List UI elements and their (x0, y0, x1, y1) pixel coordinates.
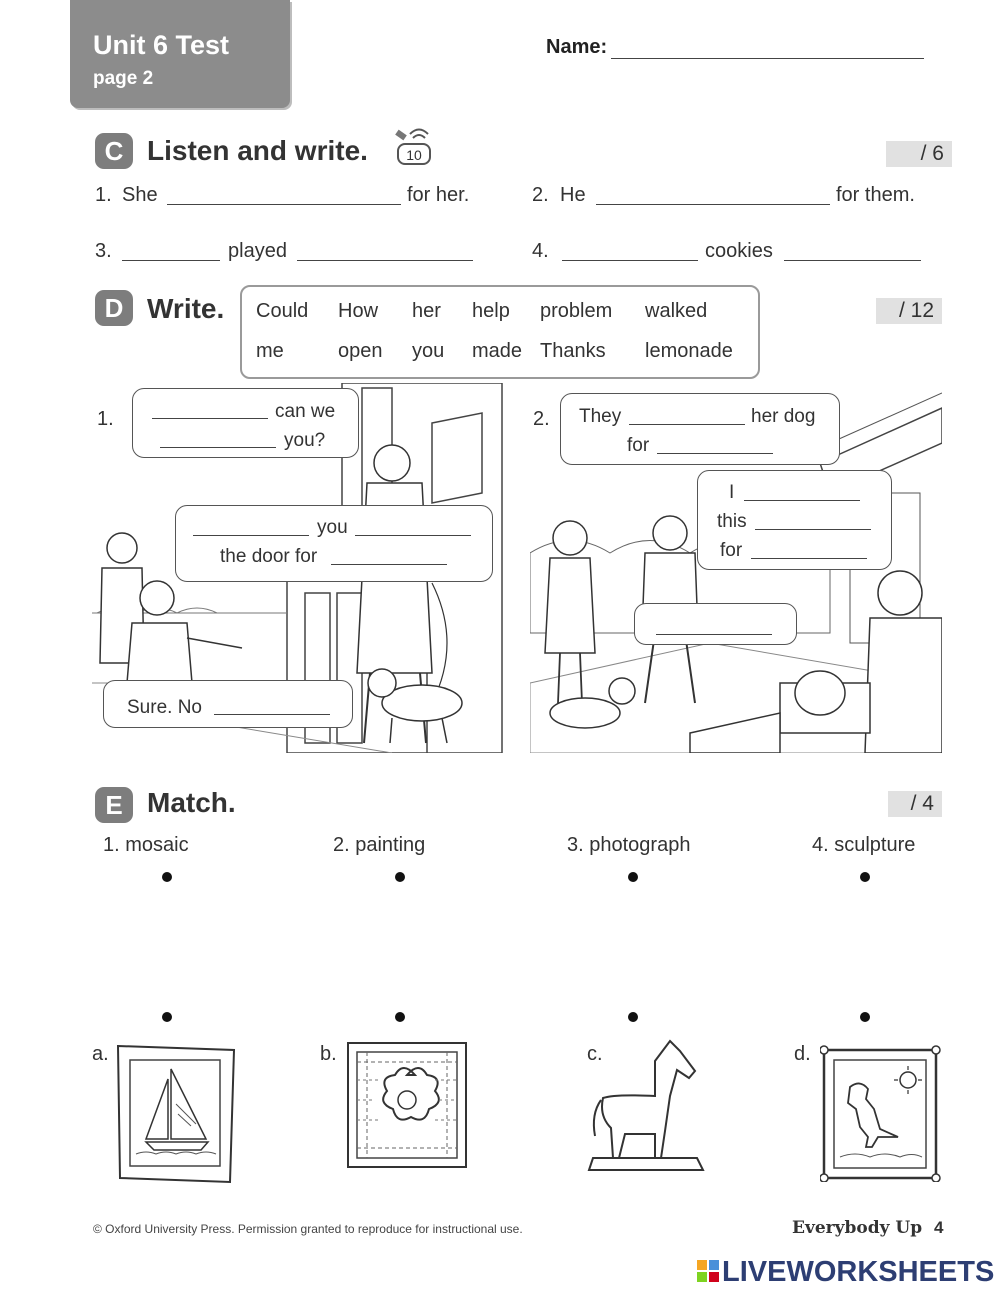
picture-label-b: b. (320, 1043, 337, 1065)
word-bank-word: her (412, 300, 441, 322)
scene2-b1-text-3: for (627, 435, 650, 456)
section-e-badge: E (95, 787, 133, 823)
match-dot-bottom[interactable] (628, 1012, 638, 1022)
horse-sculpture-picture (585, 1036, 710, 1176)
c-item3-blank-1[interactable] (122, 260, 220, 261)
c-item1-text-b: for her. (407, 184, 470, 206)
sailboat-photo-picture (116, 1044, 236, 1184)
section-c-badge: C (95, 133, 133, 169)
scene1-b2-blank-2[interactable] (355, 535, 471, 536)
word-bank-word: help (472, 300, 510, 322)
audio-track-icon[interactable] (393, 128, 437, 168)
mosaic-picture (345, 1040, 475, 1174)
scene2-b1-blank-2[interactable] (657, 453, 773, 454)
scene1-b2-text-2: the door for (220, 546, 318, 567)
match-dot-top[interactable] (395, 872, 405, 882)
scene2-bubble-3 (634, 603, 797, 645)
scene2-b2-blank-2[interactable] (755, 529, 871, 530)
c-item3-number: 3. (95, 240, 112, 262)
c-item1-blank[interactable] (167, 204, 401, 205)
scene2-b2-text-2: this (717, 511, 747, 532)
c-item2-text-b: for them. (836, 184, 915, 206)
liveworksheets-watermark: LIVEWORKSHEETS (722, 1256, 995, 1288)
scene2-b2-blank-1[interactable] (744, 500, 860, 501)
word-bank-word: How (338, 300, 379, 322)
c-item2-number: 2. (532, 184, 549, 206)
section-c-score: / 6 (886, 141, 952, 167)
word-bank-word: made (472, 340, 523, 362)
scene1-b1-blank-1[interactable] (152, 418, 268, 419)
match-dot-top[interactable] (162, 872, 172, 882)
scene2-b2-text-1: I (729, 482, 735, 503)
section-d-title: Write. (147, 293, 225, 324)
scene1-b3-text: Sure. No (127, 697, 202, 718)
picture-label-a: a. (92, 1043, 109, 1065)
scene2-b1-blank-1[interactable] (629, 424, 745, 425)
track-number: 10 (406, 147, 422, 163)
scene1-b1-blank-2[interactable] (160, 447, 276, 448)
scene1-b2-text-1: you (317, 517, 348, 538)
match-dot-top[interactable] (860, 872, 870, 882)
c-item3-text: played (228, 240, 287, 262)
section-e-title: Match. (147, 787, 236, 818)
c-item1-number: 1. (95, 184, 112, 206)
scene2-b3-blank[interactable] (656, 634, 772, 635)
brand-footer (792, 1218, 944, 1238)
section-d-score: / 12 (876, 298, 942, 324)
word-bank-word: problem (540, 300, 613, 322)
match-word-photograph: 3. photograph (567, 834, 691, 856)
scene2-bubble-1 (560, 393, 840, 465)
name-input-line[interactable] (611, 58, 924, 59)
c-item1-text-a: She (122, 184, 158, 206)
match-word-sculpture: 4. sculpture (812, 834, 916, 856)
c-item3-blank-2[interactable] (297, 260, 473, 261)
scene1-b1-text-2: you? (284, 430, 326, 451)
scene1-number: 1. (97, 408, 114, 430)
section-e-score: / 4 (888, 791, 942, 817)
match-dot-bottom[interactable] (162, 1012, 172, 1022)
brand-name: Everybody Up (792, 1218, 923, 1238)
match-word-painting: 2. painting (333, 834, 426, 856)
word-bank-word: open (338, 340, 383, 362)
c-item4-blank-2[interactable] (784, 260, 921, 261)
c-item4-text: cookies (705, 240, 773, 262)
match-dot-bottom[interactable] (860, 1012, 870, 1022)
scene2-b1-text-1: They (579, 406, 622, 427)
section-c-title: Listen and write. (147, 135, 368, 166)
word-bank-word: walked (645, 300, 708, 322)
word-bank-word: lemonade (645, 340, 733, 362)
scene2-number: 2. (533, 408, 550, 430)
page-number: 4 (934, 1218, 944, 1237)
c-item2-blank[interactable] (596, 204, 830, 205)
unit-title: Unit 6 Test (93, 30, 230, 60)
word-bank-word: you (412, 340, 445, 362)
picture-label-d: d. (794, 1043, 811, 1065)
scene1-b3-blank[interactable] (214, 714, 330, 715)
c-item4-number: 4. (532, 240, 549, 262)
unit-page: page 2 (93, 68, 154, 89)
word-bank-word: Could (256, 300, 309, 322)
word-bank-word: Thanks (540, 340, 606, 362)
section-d-badge: D (95, 290, 133, 326)
picture-label-c: c. (587, 1043, 603, 1065)
word-bank-word: me (256, 340, 284, 362)
liveworksheets-logo-icon (697, 1260, 719, 1282)
scene1-b2-blank-3[interactable] (331, 564, 447, 565)
scene2-b2-text-3: for (720, 540, 743, 561)
c-item4-blank-1[interactable] (562, 260, 698, 261)
c-item2-text-a: He (560, 184, 586, 206)
scene1-b2-blank-1[interactable] (193, 535, 309, 536)
name-label: Name: (546, 36, 608, 58)
match-dot-top[interactable] (628, 872, 638, 882)
match-dot-bottom[interactable] (395, 1012, 405, 1022)
scene2-b2-blank-3[interactable] (751, 558, 867, 559)
copyright-text: © Oxford University Press. Permission granted to reproduce for instructional use. (93, 1222, 523, 1236)
match-word-mosaic: 1. mosaic (103, 834, 189, 856)
scene1-b1-text-1: can we (275, 401, 336, 422)
scene2-b1-text-2: her dog (751, 406, 816, 427)
dinosaur-painting-picture (820, 1042, 942, 1182)
